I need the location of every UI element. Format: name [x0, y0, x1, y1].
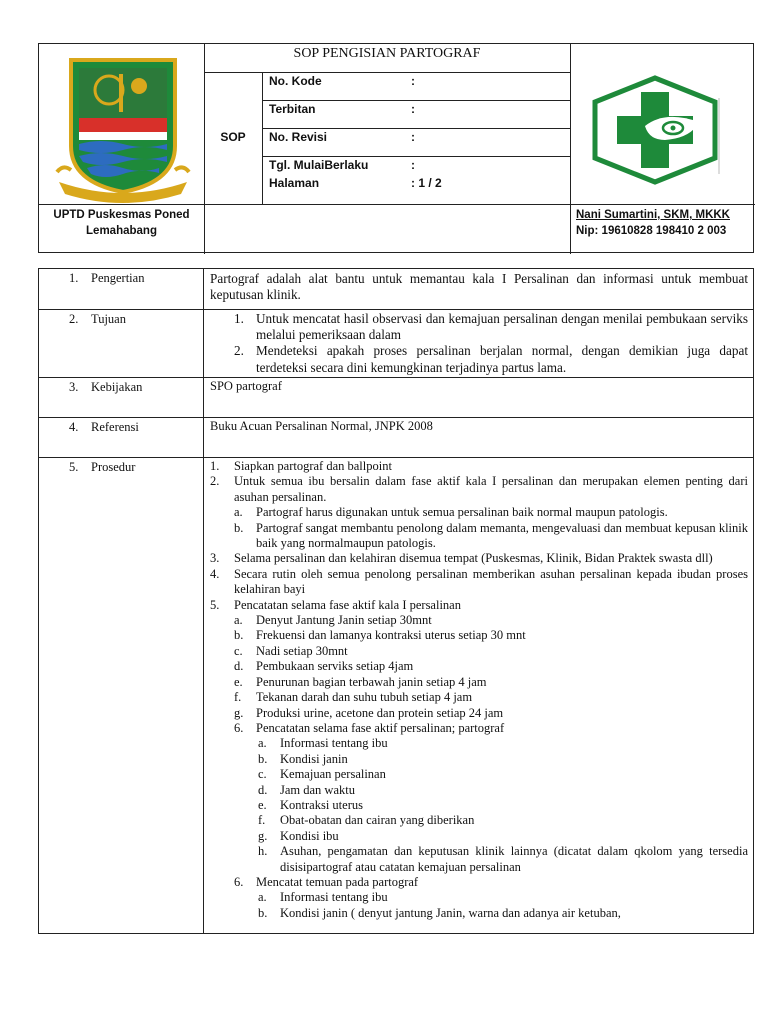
prosedur-item: 6. Mencatat temuan pada partograf: [234, 874, 419, 889]
kebijakan-text: SPO partograf: [210, 379, 282, 393]
row-label-pengertian: 1. Pengertian: [69, 271, 145, 285]
tujuan-item: 1. Untuk mencatat hasil observasi dan kemajuan persalinan dengan menilai pembukaan serviks melalui pemeriksaan dalam: [234, 311, 748, 343]
referensi-text: Buku Acuan Persalinan Normal, JNPK 2008: [210, 419, 433, 433]
meta-value-terbitan: :: [411, 102, 415, 116]
meta-value-revisi: :: [411, 130, 415, 144]
meta-label-halaman: Halaman: [269, 176, 320, 190]
sop-label: SOP: [220, 130, 246, 144]
prosedur-subitem: e. Penurunan bagian terbawah janin setiap 4 jam: [234, 674, 487, 689]
sop-header: [38, 43, 754, 253]
meta-label-kode: No. Kode: [269, 74, 322, 88]
prosedur-subitem: e. Kontraksi uterus: [258, 797, 363, 812]
prosedur-subitem: a. Denyut Jantung Janin setiap 30mnt: [234, 613, 432, 628]
puskesmas-logo: [587, 74, 723, 186]
prosedur-subitem: b. Frekuensi dan lamanya kontraksi uterus setiap 30 mnt: [234, 628, 526, 643]
prosedur-item: 5. Pencatatan selama fase aktif kala I persalinan: [210, 597, 461, 612]
row-label-prosedur: 5. Prosedur: [69, 460, 136, 474]
meta-label-terbitan: Terbitan: [269, 102, 316, 116]
organization-line-1: UPTD Puskesmas Poned: [53, 209, 190, 221]
prosedur-subitem: a. Informasi tentang ibu: [258, 890, 388, 905]
prosedur-subitem: f. Tekanan darah dan suhu tubuh setiap 4 jam: [234, 690, 473, 705]
organization-name: [39, 204, 204, 239]
sop-content-table: [38, 268, 754, 934]
regency-crest-logo: [53, 54, 193, 204]
tujuan-item: 2. Mendeteksi apakah proses persalinan berjalan normal, dengan demikian juga dapat terdeteksi secara dini kemungkinan terjadinya partus lama.: [234, 343, 748, 375]
row-label-referensi: 4. Referensi: [69, 420, 139, 434]
meta-label-tgl-berlaku: Tgl. MulaiBerlaku: [269, 158, 369, 172]
row-label-kebijakan: 3. Kebijakan: [69, 380, 143, 394]
prosedur-subitem: a. Informasi tentang ibu: [258, 736, 388, 751]
prosedur-subitem: d. Jam dan waktu: [258, 782, 355, 797]
prosedur-subitem: a. Partograf harus digunakan untuk semua persalinan baik normal maupun patologis.: [234, 505, 668, 520]
pengertian-text: Partograf adalah alat bantu untuk memantau kala I Persalinan dan informasi untuk membuat keputusan klinik.: [210, 271, 748, 302]
organization-line-2: Lemahabang: [86, 225, 157, 237]
prosedur-subitem: f. Obat-obatan dan cairan yang diberikan: [258, 813, 475, 828]
prosedur-subitem: b. Kondisi janin ( denyut jantung Janin, warna dan adanya air ketuban,: [258, 905, 621, 920]
signer-block: [576, 204, 754, 239]
prosedur-item: 1. Siapkan partograf dan ballpoint: [210, 459, 392, 473]
meta-value-halaman: : 1 / 2: [411, 176, 442, 190]
meta-value-tgl-berlaku: :: [411, 158, 415, 172]
prosedur-item: 6. Pencatatan selama fase aktif persalinan; partograf: [234, 720, 505, 735]
signer-nip: Nip: 19610828 198410 2 003: [576, 225, 727, 237]
row-label-tujuan: 2. Tujuan: [69, 312, 126, 326]
prosedur-subitem: c. Nadi setiap 30mnt: [234, 643, 348, 658]
prosedur-subitem: b. Partograf sangat membantu penolong dalam memanta, mengevaluasi dan membuat kepusan klinik baik yang normalmaupun patologis.: [234, 520, 748, 551]
prosedur-subitem: g. Kondisi ibu: [258, 828, 339, 843]
tujuan-list: [210, 311, 748, 376]
signer-name: Nani Sumartini, SKM, MKKK: [576, 209, 730, 221]
document-title: SOP PENGISIAN PARTOGRAF: [293, 46, 481, 61]
meta-label-revisi: No. Revisi: [269, 130, 328, 144]
prosedur-subitem: b. Kondisi janin: [258, 751, 348, 766]
prosedur-item: 3. Selama persalinan dan kelahiran disemua tempat (Puskesmas, Klinik, Bidan Praktek swasta dll): [210, 551, 713, 566]
prosedur-item: 2. Untuk semua ibu bersalin dalam fase aktif kala I persalinan dan merupakan elemen penting dari asuhan persalinan.: [210, 474, 748, 504]
prosedur-list: [210, 459, 748, 921]
meta-value-kode: :: [411, 74, 415, 88]
prosedur-item: 4. Secara rutin oleh semua penolong persalinan memberikan asuhan persalinan kepada ibudan proses kelahiran bayi: [210, 566, 748, 597]
prosedur-subitem: h. Asuhan, pengamatan dan keputusan klinik lainnya (dicatat dalam qkolom yang tersedia disisipartograf atau catatan kemajuan persalinan: [258, 844, 748, 874]
prosedur-subitem: d. Pembukaan serviks setiap 4jam: [234, 659, 414, 674]
prosedur-subitem: c. Kemajuan persalinan: [258, 767, 386, 782]
prosedur-subitem: g. Produksi urine, acetone dan protein setiap 24 jam: [234, 705, 504, 720]
